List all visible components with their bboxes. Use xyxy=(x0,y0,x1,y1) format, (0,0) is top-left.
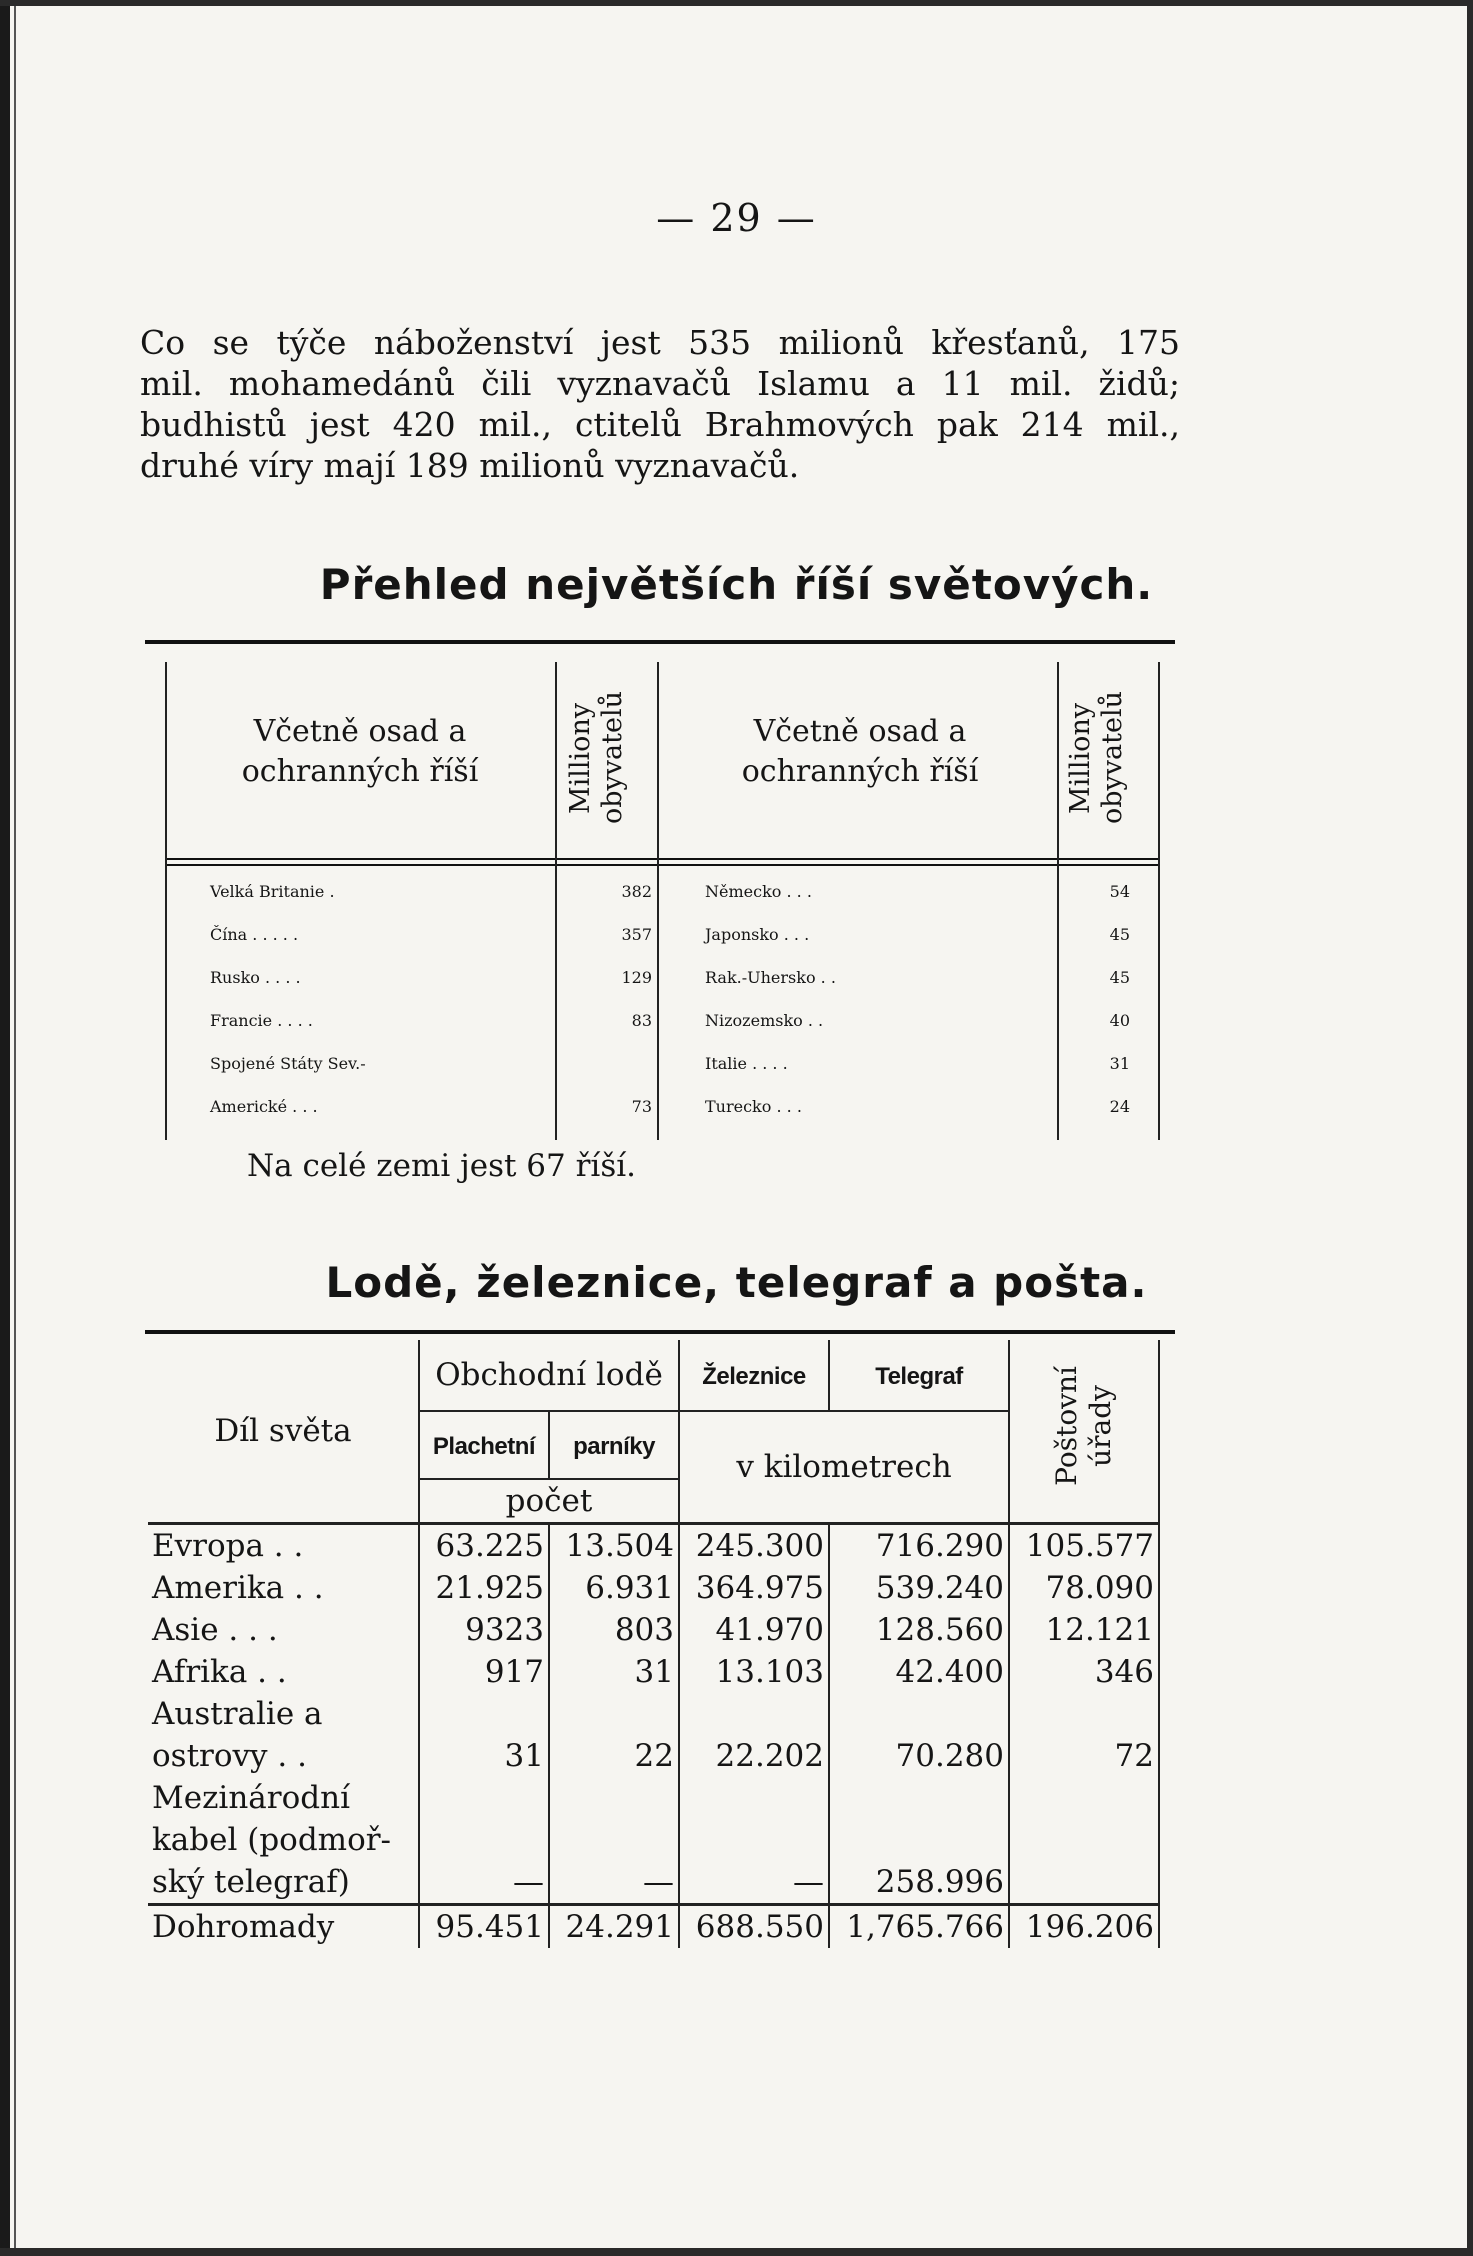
empire-population: 40 xyxy=(1109,1011,1130,1030)
table1-header-rule-2 xyxy=(165,864,1160,866)
empire-name: Rusko . . . . xyxy=(210,968,301,987)
intro-line: druhé víry mají 189 milionů vyznavačů. xyxy=(140,446,800,485)
table-row: Amerika . . 21.925 6.931 364.975 539.240 78.090 xyxy=(148,1567,1159,1609)
header-region: Díl světa xyxy=(148,1340,419,1524)
table-row: ský telegraf) — — — 258.996 xyxy=(148,1861,1159,1905)
scan-edge-left xyxy=(0,0,10,2256)
scan-edge-line xyxy=(14,0,16,2256)
intro-line: mil. mohamedánů čili vyznavačů Islamu a 11 mil. židů; xyxy=(140,364,1180,403)
empire-population: 129 xyxy=(621,968,652,987)
table1-header-left: Včetně osad a ochranných říší xyxy=(241,714,479,789)
empire-name: Japonsko . . . xyxy=(705,925,810,944)
table-row: Asie . . . 9323 803 41.970 128.560 12.121 xyxy=(148,1609,1159,1651)
intro-paragraph xyxy=(140,322,1180,486)
table-row: Evropa . . 63.225 13.504 245.300 716.290 105.577 xyxy=(148,1524,1159,1568)
scan-edge-top xyxy=(0,0,1473,6)
empire-name: Čína . . . . . xyxy=(210,925,299,944)
empire-population: 24 xyxy=(1109,1097,1130,1116)
table1-header-count-left: Milliony obyvatelů xyxy=(565,691,628,825)
empires-summary: Na celé zemi jest 67 říší. xyxy=(247,1148,637,1184)
table-row: Australie a xyxy=(148,1693,1159,1735)
table2-transport xyxy=(148,1340,1160,1948)
table2-top-rule xyxy=(145,1330,1175,1334)
empire-name: Rak.-Uhersko . . xyxy=(705,968,836,987)
intro-line: Co se týče náboženství jest 535 milionů křesťanů, 175 xyxy=(140,323,1180,362)
empire-name: Spojené Státy Sev.- xyxy=(210,1054,366,1073)
table-row: Mezinárodní xyxy=(148,1777,1159,1819)
table1-top-rule xyxy=(145,640,1175,644)
header-steam: parníky xyxy=(573,1432,655,1460)
header-count: počet xyxy=(505,1483,593,1519)
header-km: v kilometrech xyxy=(679,1411,1009,1524)
empire-population: 45 xyxy=(1109,968,1130,987)
scan-edge-bottom xyxy=(0,2248,1473,2256)
table-total-row: Dohromady 95.451 24.291 688.550 1,765.766 196.206 xyxy=(148,1905,1159,1949)
table1-header-count-right: Milliony obyvatelů xyxy=(1065,691,1128,825)
empire-name: Francie . . . . xyxy=(210,1011,313,1030)
empire-population: 45 xyxy=(1109,925,1130,944)
table-row: ostrovy . . 31 22 22.202 70.280 72 xyxy=(148,1735,1159,1777)
header-rail: Železnice xyxy=(702,1362,806,1390)
header-telegraph: Telegraf xyxy=(875,1362,963,1390)
empire-population xyxy=(560,1042,652,1085)
empire-population: 83 xyxy=(631,1011,652,1030)
empire-name: Velká Britanie . xyxy=(210,882,335,901)
table1-header-rule xyxy=(165,858,1160,860)
table1-header-right: Včetně osad a ochranných říší xyxy=(741,714,979,789)
table-row: Afrika . . 917 31 13.103 42.400 346 xyxy=(148,1651,1159,1693)
empire-name: Turecko . . . xyxy=(705,1097,802,1116)
empire-name: Německo . . . xyxy=(705,882,812,901)
empire-population: 31 xyxy=(1109,1054,1130,1073)
header-post: Poštovní úřady xyxy=(1050,1365,1117,1486)
section-title-empires: Přehled největších říší světových. xyxy=(319,560,1154,609)
empire-name: Americké . . . xyxy=(210,1097,318,1116)
empire-population: 382 xyxy=(621,882,652,901)
empire-name: Italie . . . . xyxy=(705,1054,788,1073)
empire-population: 54 xyxy=(1109,882,1130,901)
table-row: kabel (podmoř- xyxy=(148,1819,1159,1861)
empire-population: 73 xyxy=(631,1097,652,1116)
empire-population: 357 xyxy=(621,925,652,944)
section-title-transport: Lodě, železnice, telegraf a pošta. xyxy=(325,1258,1148,1307)
empire-name: Nizozemsko . . xyxy=(705,1011,824,1030)
header-ships: Obchodní lodě xyxy=(419,1340,679,1411)
scan-edge-right xyxy=(1467,0,1473,2256)
page-number: — 29 — xyxy=(656,196,817,240)
header-sailing: Plachetní xyxy=(432,1432,536,1460)
intro-line: budhistů jest 420 mil., ctitelů Brahmových pak 214 mil., xyxy=(140,405,1180,444)
